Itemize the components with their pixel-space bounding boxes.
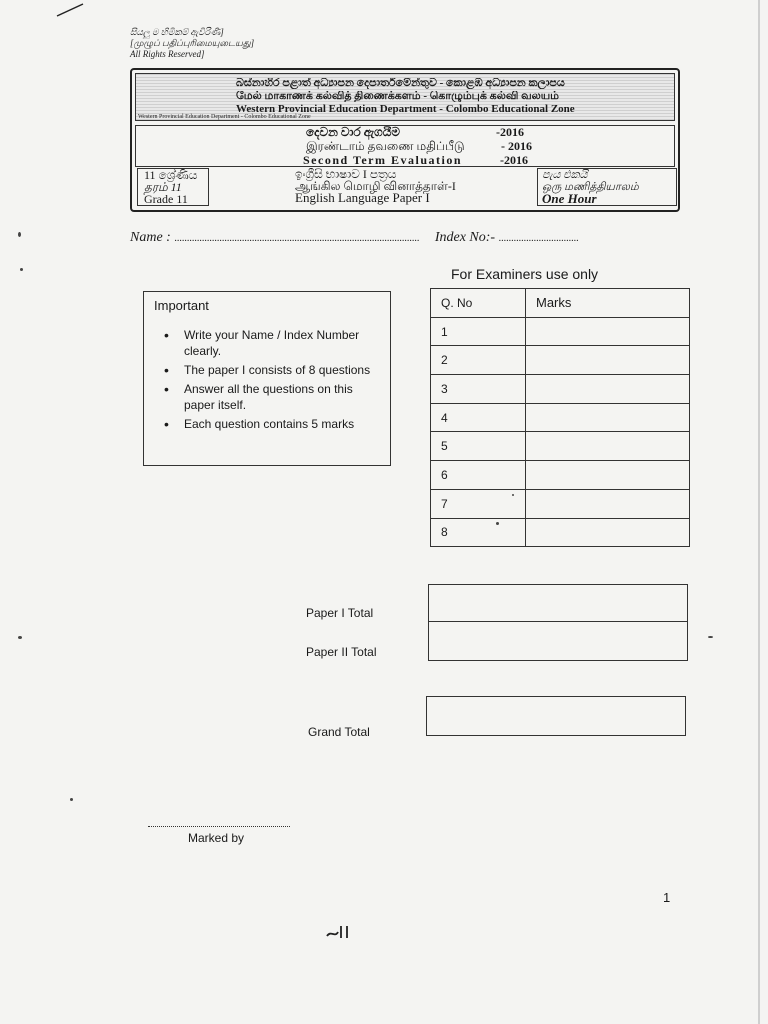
scan-speck <box>708 636 713 638</box>
grade-english: Grade 11 <box>144 192 188 206</box>
marks-cell[interactable] <box>526 461 690 490</box>
list-item: • Each question contains 5 marks <box>184 416 380 432</box>
important-heading: Important <box>154 298 209 313</box>
marks-header: Marks <box>526 289 690 318</box>
year-1: -2016 <box>496 125 524 139</box>
band-english: Western Provincial Education Department - Colombo Educational Zone <box>236 104 575 115</box>
subject-tamil: ஆங்கில மொழி வினாத்தாள்-I <box>295 179 456 193</box>
scan-edge <box>758 0 760 1024</box>
band-sinhala: බස්නාහිර පළාත් අධ්‍යාපන දෙපාර්තමේන්තුව - කොළඹ අධ්‍යාපන කලාපය <box>236 78 565 89</box>
time-box <box>537 168 677 206</box>
copyright-english: All Rights Reserved] <box>130 49 205 59</box>
marked-by-label: Marked by <box>188 831 245 845</box>
time-sinhala: පැය එකයි <box>542 169 588 181</box>
qno-header: Q. No <box>431 289 526 318</box>
paper2-total-box[interactable] <box>428 621 688 661</box>
table-row <box>431 461 690 490</box>
qno-cell: 2 <box>431 346 526 375</box>
examiners-title: For Examiners use only <box>451 266 599 282</box>
pen-stroke-icon <box>55 2 85 18</box>
marks-table <box>430 288 690 547</box>
name-field[interactable]: .................................................................................................. <box>174 233 420 244</box>
copyright-tamil: [முழுப் பதிப்புரிமையுடையது] <box>130 38 255 48</box>
table-row <box>431 432 690 461</box>
instructions-list <box>154 327 380 432</box>
grade-tamil: தரம் 11 <box>144 180 182 194</box>
grade-box <box>137 168 209 206</box>
scan-speck <box>18 636 22 639</box>
marks-cell[interactable] <box>526 489 690 518</box>
scan-speck <box>70 798 73 801</box>
marks-cell[interactable] <box>526 432 690 461</box>
copyright-sinhala: සියලු ම හිමිකම් ඇවිරිණි] <box>130 27 224 37</box>
index-label: Index No:- <box>434 230 496 245</box>
index-field[interactable]: ................................ <box>498 233 579 244</box>
marks-cell[interactable] <box>526 346 690 375</box>
band-repeat: Western Provincial Education Department - Colombo Educational Zone <box>138 114 311 120</box>
qno-cell: 5 <box>431 432 526 461</box>
scan-speck <box>496 522 499 525</box>
grade-sinhala: 11 ශ්‍රේණිය <box>144 168 198 182</box>
grand-total-label: Grand Total <box>308 725 370 739</box>
page-number: 1 <box>663 890 671 905</box>
marks-cell[interactable] <box>526 375 690 404</box>
name-index-row <box>130 230 579 246</box>
marks-cell[interactable] <box>526 317 690 346</box>
year-3: -2016 <box>500 153 528 167</box>
paper1-total-label: Paper I Total <box>306 606 374 620</box>
marks-cell[interactable] <box>526 518 690 547</box>
marks-header-row <box>431 289 690 318</box>
term-titles <box>135 125 675 167</box>
scan-speck <box>512 494 514 496</box>
table-row <box>431 375 690 404</box>
grand-total-box[interactable] <box>426 696 686 736</box>
term-tamil: இரண்டாம் தவணை மதிப்பீடு <box>306 139 465 153</box>
band-tamil: மேல் மாகாணக் கல்வித் திணைக்களம் - கொழும்புக் கல்வி வலயம் <box>236 91 560 102</box>
paper2-total-label: Paper II Total <box>306 645 377 659</box>
table-row <box>431 346 690 375</box>
paper1-total-box[interactable] <box>428 584 688 622</box>
qno-cell: 7 <box>431 489 526 518</box>
qno-cell: 1 <box>431 317 526 346</box>
table-row <box>431 489 690 518</box>
department-band <box>135 73 675 121</box>
marks-cell[interactable] <box>526 403 690 432</box>
year-2: - 2016 <box>501 139 532 153</box>
scan-speck <box>20 268 23 271</box>
table-row <box>431 403 690 432</box>
qno-cell: 6 <box>431 461 526 490</box>
term-english: Second Term Evaluation <box>303 153 463 167</box>
exam-header <box>130 68 680 212</box>
header-details <box>135 168 675 208</box>
scribble-icon <box>325 922 355 942</box>
term-sinhala: දෙවන වාර ඇගයීම <box>306 125 400 139</box>
qno-cell: 8 <box>431 518 526 547</box>
subject-english: English Language Paper I <box>295 190 430 205</box>
important-box <box>143 291 391 466</box>
time-english: One Hour <box>542 191 597 206</box>
name-label: Name : <box>130 230 171 245</box>
scan-speck <box>18 232 21 237</box>
time-tamil: ஒரு மணித்தியாலம் <box>542 181 639 193</box>
signature-line[interactable] <box>148 826 290 827</box>
table-row <box>431 317 690 346</box>
handwritten-mark <box>325 922 355 947</box>
list-item: • The paper I consists of 8 questions <box>184 362 380 378</box>
qno-cell: 3 <box>431 375 526 404</box>
list-item: • Write your Name / Index Number clearly. <box>184 327 380 359</box>
list-item: • Answer all the questions on this paper itself. <box>184 381 380 413</box>
subject-block <box>295 168 456 204</box>
qno-cell: 4 <box>431 403 526 432</box>
subject-sinhala: ඉංග්‍රීසි භාෂාව I පත්‍රය <box>295 167 397 181</box>
table-row <box>431 518 690 547</box>
